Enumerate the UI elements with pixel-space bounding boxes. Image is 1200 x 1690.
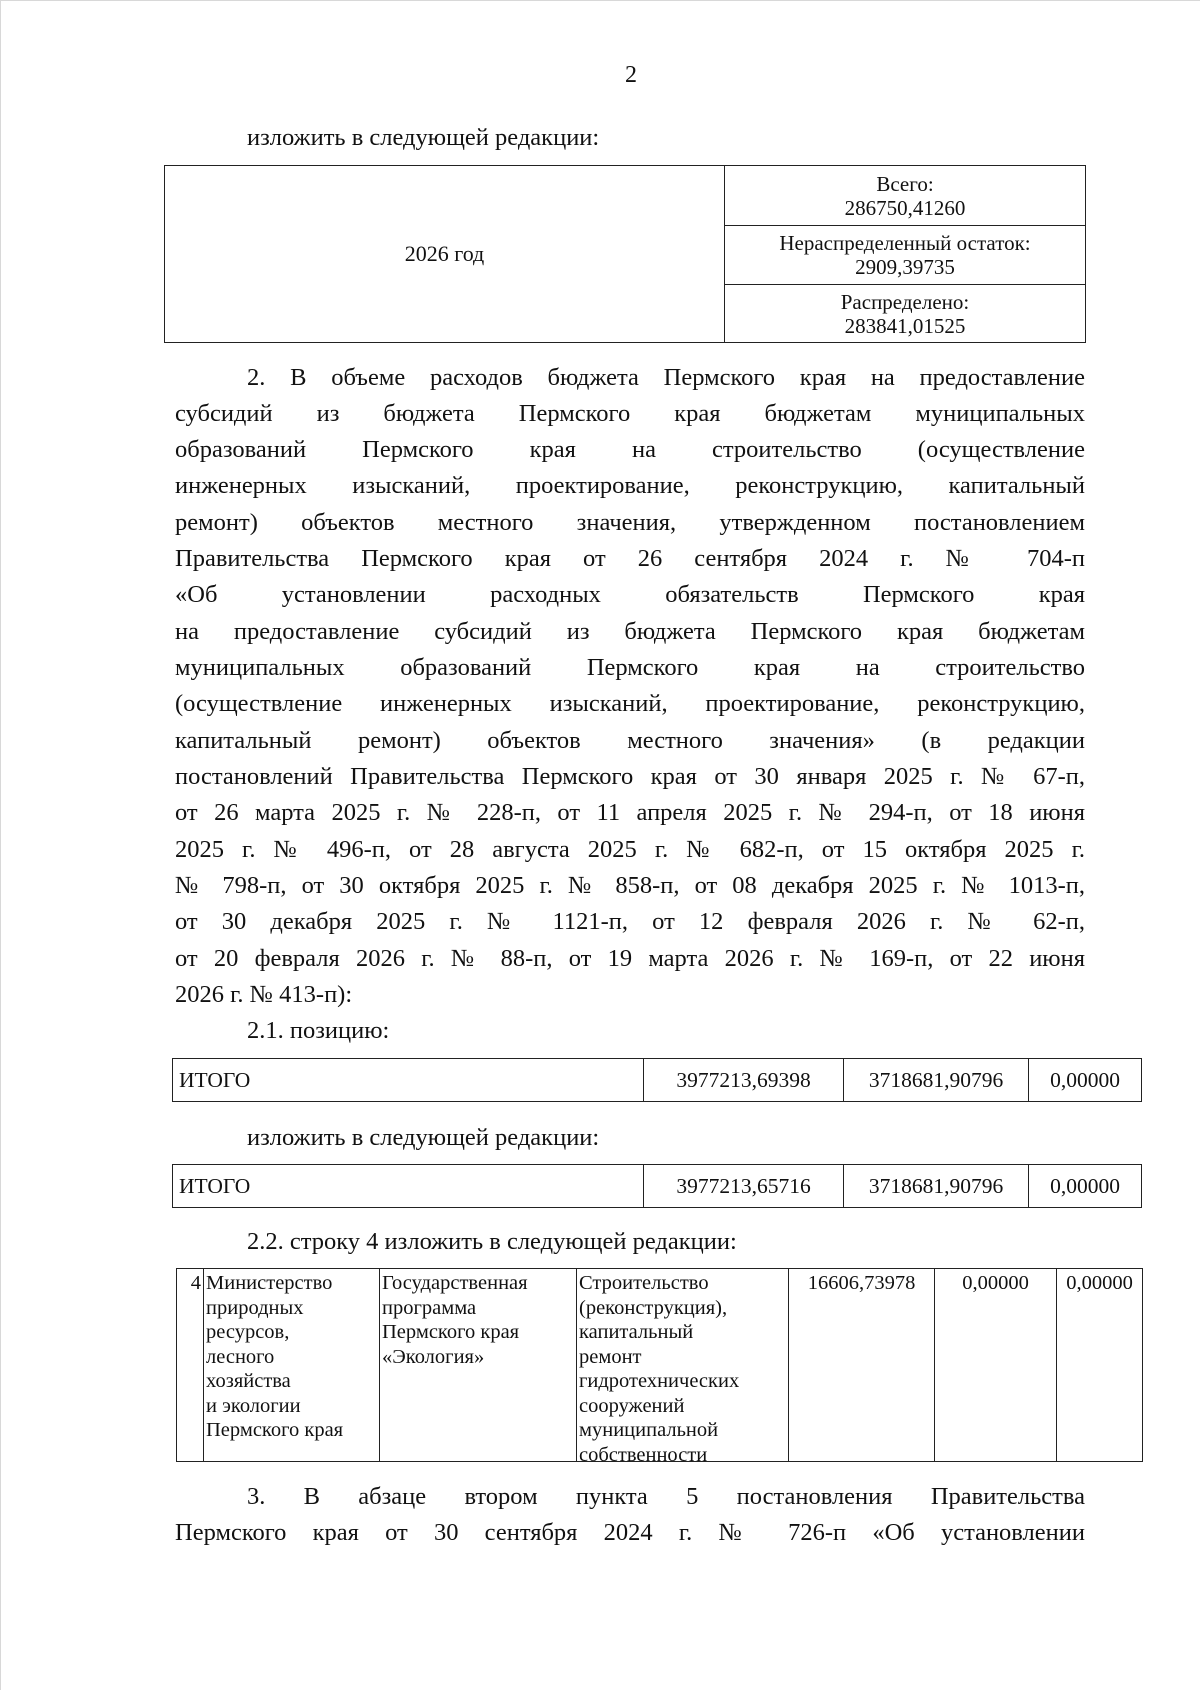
amount-cell-1: 16606,73978	[788, 1269, 934, 1461]
budget-table-2026	[164, 165, 1086, 343]
cell-line: хозяйства	[206, 1370, 291, 1392]
divider	[725, 225, 1085, 226]
cell-line: Государственная	[382, 1272, 528, 1294]
unallocated-label: Нераспределенный остаток:	[779, 231, 1031, 255]
paragraph-line: 2025 г. № 496-п, от 28 августа 2025 г. № 682-п, от 15 октября 2025 г.	[175, 836, 1085, 863]
amount-cell-2: 0,00000	[934, 1269, 1056, 1461]
allocated-cell	[725, 290, 1085, 344]
total-row-old	[172, 1058, 1142, 1102]
total-row-value-3: 0,00000	[1028, 1165, 1141, 1207]
total-label: Всего:	[876, 172, 934, 196]
total-row-value-1: 3977213,69398	[643, 1059, 843, 1101]
total-value: 286750,41260	[844, 196, 966, 220]
row-4-table	[176, 1268, 1143, 1466]
cell-line: «Экология»	[382, 1345, 485, 1368]
total-row-value-2: 3718681,90796	[843, 1059, 1028, 1101]
item-2-2: 2.2. строку 4 изложить в следующей редакции:	[247, 1228, 737, 1255]
item-2-1: 2.1. позицию:	[247, 1017, 390, 1044]
cell-line: Пермского края	[382, 1321, 520, 1343]
paragraph-line: от 20 февраля 2026 г. № 88-п, от 19 марта 2026 г. № 169-п, от 22 июня	[175, 945, 1085, 972]
cell-line: Строительство	[579, 1272, 709, 1294]
unallocated-cell	[725, 231, 1085, 285]
total-row-label: ИТОГО	[179, 1068, 251, 1092]
paragraph-line: «Об установлении расходных обязательств Пермского края	[175, 581, 1085, 608]
unallocated-value: 2909,39735	[855, 255, 955, 279]
cell-line: программа	[382, 1296, 477, 1319]
cell-line: и экологии	[206, 1394, 301, 1417]
paragraph-line: постановлений Правительства Пермского края от 30 января 2025 г. № 67-п,	[175, 763, 1085, 790]
cell-line: капитальный	[579, 1321, 694, 1343]
cell-line: Министерство	[206, 1272, 333, 1294]
purpose-cell	[576, 1269, 788, 1466]
cell-line: собственности	[579, 1443, 708, 1466]
paragraph-line: 2. В объеме расходов бюджета Пермского края на предоставление	[247, 364, 1085, 391]
program-cell	[379, 1269, 576, 1461]
cell-line: лесного	[206, 1345, 275, 1368]
page-number: 2	[625, 62, 637, 88]
total-row-value-3: 0,00000	[1028, 1059, 1141, 1101]
total-cell	[725, 172, 1085, 226]
cell-line: ремонт	[579, 1345, 642, 1368]
total-row-value-2: 3718681,90796	[843, 1165, 1028, 1207]
cell-line: муниципальной	[579, 1419, 719, 1441]
allocated-value: 283841,01525	[844, 314, 966, 338]
total-row-value-1: 3977213,65716	[643, 1165, 843, 1207]
amount-cell-3: 0,00000	[1056, 1269, 1142, 1461]
divider	[725, 284, 1085, 285]
paragraph-line: капитальный ремонт) объектов местного значения» (в редакции	[175, 727, 1085, 754]
ministry-cell	[203, 1269, 379, 1461]
total-row-new	[172, 1164, 1142, 1208]
paragraph-line: ремонт) объектов местного значения, утвержденном постановлением	[175, 509, 1085, 536]
paragraph-line: субсидий из бюджета Пермского края бюджетам муниципальных	[175, 400, 1085, 427]
cell-line: ресурсов,	[206, 1321, 290, 1343]
paragraph-line: 2026 г. № 413-п):	[175, 981, 353, 1008]
row-number: 4	[190, 1272, 201, 1294]
allocated-label: Распределено:	[840, 290, 970, 314]
paragraph-line: Правительства Пермского края от 26 сентября 2024 г. № 704-п	[175, 545, 1085, 572]
paragraph-line: от 30 декабря 2025 г. № 1121-п, от 12 февраля 2026 г. № 62-п,	[175, 908, 1085, 935]
paragraph-line: муниципальных образований Пермского края на строительство	[175, 654, 1085, 681]
cell-line: Пермского края	[206, 1419, 344, 1441]
intro-text-2: изложить в следующей редакции:	[247, 1124, 600, 1151]
year-cell: 2026 год	[165, 166, 725, 342]
cell-line: (реконструкция),	[579, 1296, 728, 1319]
paragraph-line: от 26 марта 2025 г. № 228-п, от 11 апреля 2025 г. № 294-п, от 18 июня	[175, 799, 1085, 826]
paragraph-line: (осуществление инженерных изысканий, проектирование, реконструкцию,	[175, 690, 1085, 717]
total-row-label: ИТОГО	[179, 1174, 251, 1198]
paragraph-line: образований Пермского края на строительство (осуществление	[175, 436, 1085, 463]
paragraph-line: № 798-п, от 30 октября 2025 г. № 858-п, от 08 декабря 2025 г. № 1013-п,	[175, 872, 1085, 899]
cell-line: сооружений	[579, 1394, 685, 1417]
paragraph-line: инженерных изысканий, проектирование, реконструкцию, капитальный	[175, 472, 1085, 499]
paragraph-line: на предоставление субсидий из бюджета Пермского края бюджетам	[175, 618, 1085, 645]
intro-text-1: изложить в следующей редакции:	[247, 124, 600, 151]
paragraph-line: 3. В абзаце втором пункта 5 постановления Правительства	[247, 1483, 1085, 1510]
cell-line: природных	[206, 1296, 304, 1319]
paragraph-line: Пермского края от 30 сентября 2024 г. № 726-п «Об установлении	[175, 1519, 1085, 1546]
cell-line: гидротехнических	[579, 1370, 740, 1392]
